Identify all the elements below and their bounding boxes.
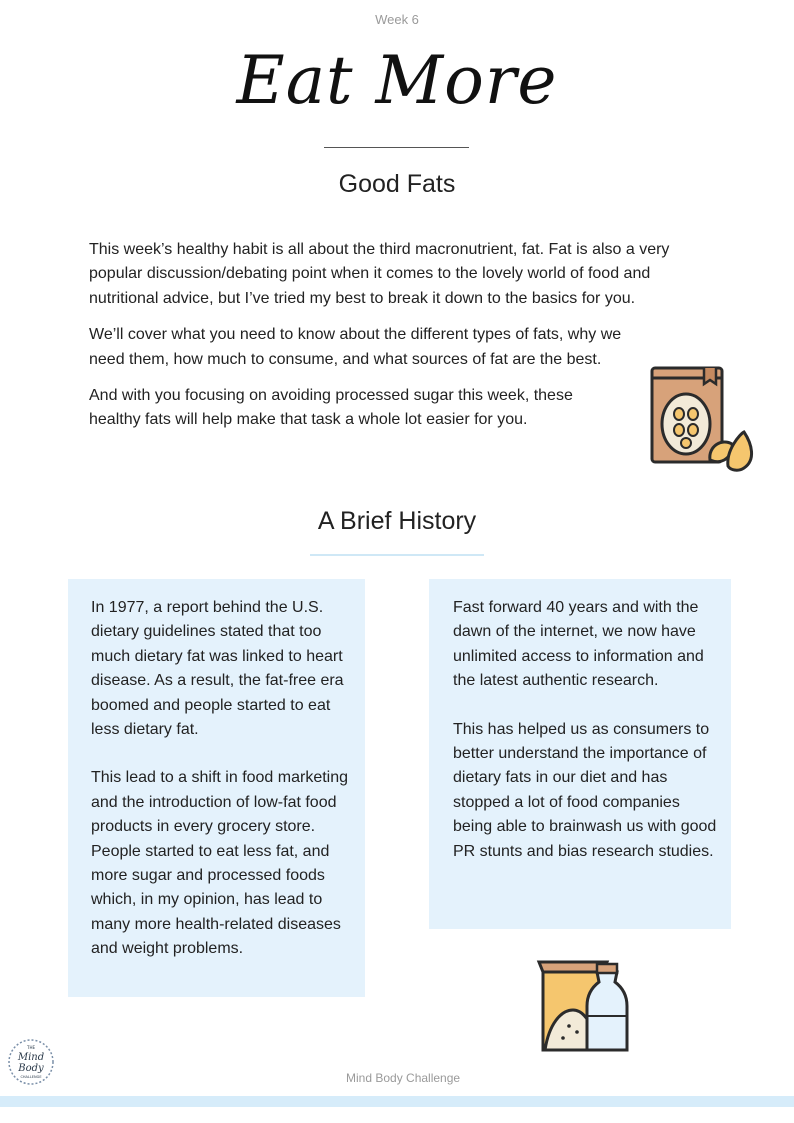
history-box-right — [429, 579, 731, 929]
intro-paragraph: We’ll cover what you need to know about the different types of fats, why we need them, how much to consume, and what sources of fat are the best. — [89, 326, 622, 368]
section-heading: A Brief History — [317, 507, 477, 535]
history-paragraph: This lead to a shift in food marketing and the introduction of low-fat food products in every grocery store. People started to eat less fat, and more sugar and processed foods which, in my opinion, has lead to many more health-related diseases and weight problems. — [91, 769, 349, 958]
mind-body-logo — [6, 1036, 56, 1088]
logo-text-challenge: CHALLENGE — [20, 1075, 42, 1079]
logo-text-body: Body — [18, 1063, 44, 1074]
history-box-left — [68, 579, 365, 997]
page-subtitle: Good Fats — [338, 170, 456, 198]
history-paragraph: This has helped us as consumers to better understand the importance of dietary fats in our diet and has stopped a lot of food companies being able to brainwash us with good PR stunts and bias research studies. — [453, 720, 717, 860]
logo-text-the: THE — [27, 1045, 35, 1050]
intro-paragraph: This week’s healthy habit is all about the third macronutrient, fat. Fat is also a very popular discussion/debating point when it comes to the lovely world of food and nutritional advice, but I’ve tried my best to break it down to the basics for you. — [89, 241, 670, 307]
week-label: Week 6 — [375, 12, 419, 27]
history-paragraph: Fast forward 40 years and with the dawn of the internet, we now have unlimited access to information and the latest authentic research. — [453, 599, 704, 690]
title-divider — [324, 147, 469, 148]
intro-paragraph: And with you focusing on avoiding processed sugar this week, these healthy fats will help make that task a whole lot easier for you. — [89, 387, 573, 429]
seed-bag-icon — [648, 362, 758, 474]
groceries-icon — [535, 958, 631, 1056]
intro-text — [89, 238, 694, 445]
footer-text: Mind Body Challenge — [346, 1071, 461, 1085]
section-divider — [310, 554, 484, 556]
history-paragraph: In 1977, a report behind the U.S. dietary guidelines stated that too much dietary fat was linked to heart disease. As a result, the fat-free era boomed and people started to eat less dietary fat. — [91, 599, 344, 739]
footer-bar — [0, 1096, 794, 1107]
page-title: Eat More — [236, 42, 558, 119]
logo-text-mind: Mind — [17, 1052, 45, 1063]
